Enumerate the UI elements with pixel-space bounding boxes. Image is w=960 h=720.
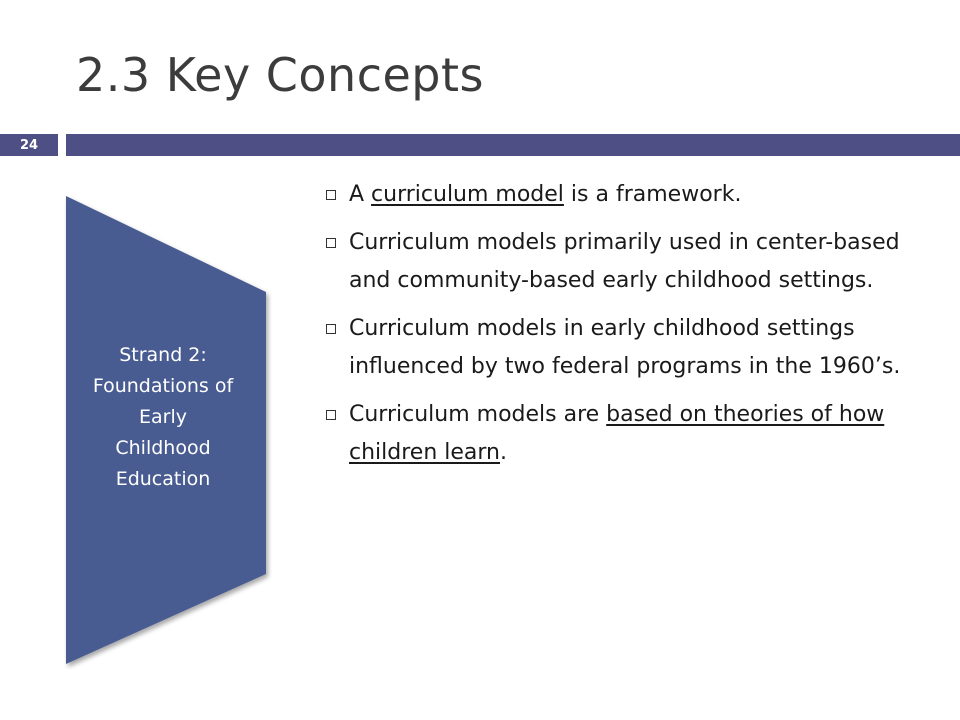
header-rule-bar: [66, 134, 960, 156]
strand-line: Education: [115, 468, 211, 490]
slide-number: 24: [0, 134, 58, 156]
square-bullet-icon: [326, 238, 336, 248]
strand-line: Early: [139, 406, 187, 428]
bullet-text: .: [500, 440, 507, 465]
strand-line: Foundations of: [92, 375, 234, 397]
strand-line: Strand 2:: [119, 344, 207, 366]
bullet-text: Curriculum models are: [349, 402, 607, 427]
bullet-item: [326, 310, 936, 386]
bullet-text: Curriculum models primarily used in center-based and community-based early childhood settings.: [349, 230, 900, 293]
underlined-term: curriculum model: [371, 182, 564, 207]
square-bullet-icon: [326, 190, 336, 200]
bullet-item: [326, 224, 936, 300]
bullet-item: [326, 396, 936, 472]
bullet-text: A: [349, 182, 372, 207]
square-bullet-icon: [326, 324, 336, 334]
strand-label: [66, 340, 260, 495]
strand-shape: [54, 188, 278, 670]
underlined-phrase: based on theories of how children learn: [349, 402, 885, 465]
square-bullet-icon: [326, 410, 336, 420]
bullet-item: [326, 176, 936, 214]
bullet-text: is a framework.: [563, 182, 742, 207]
bullet-text: Curriculum models in early childhood settings influenced by two federal programs in the 1960’s.: [349, 316, 901, 379]
slide-title: 2.3 Key Concepts: [76, 48, 485, 102]
strand-line: Childhood: [115, 437, 211, 459]
bullet-list: [326, 176, 936, 482]
